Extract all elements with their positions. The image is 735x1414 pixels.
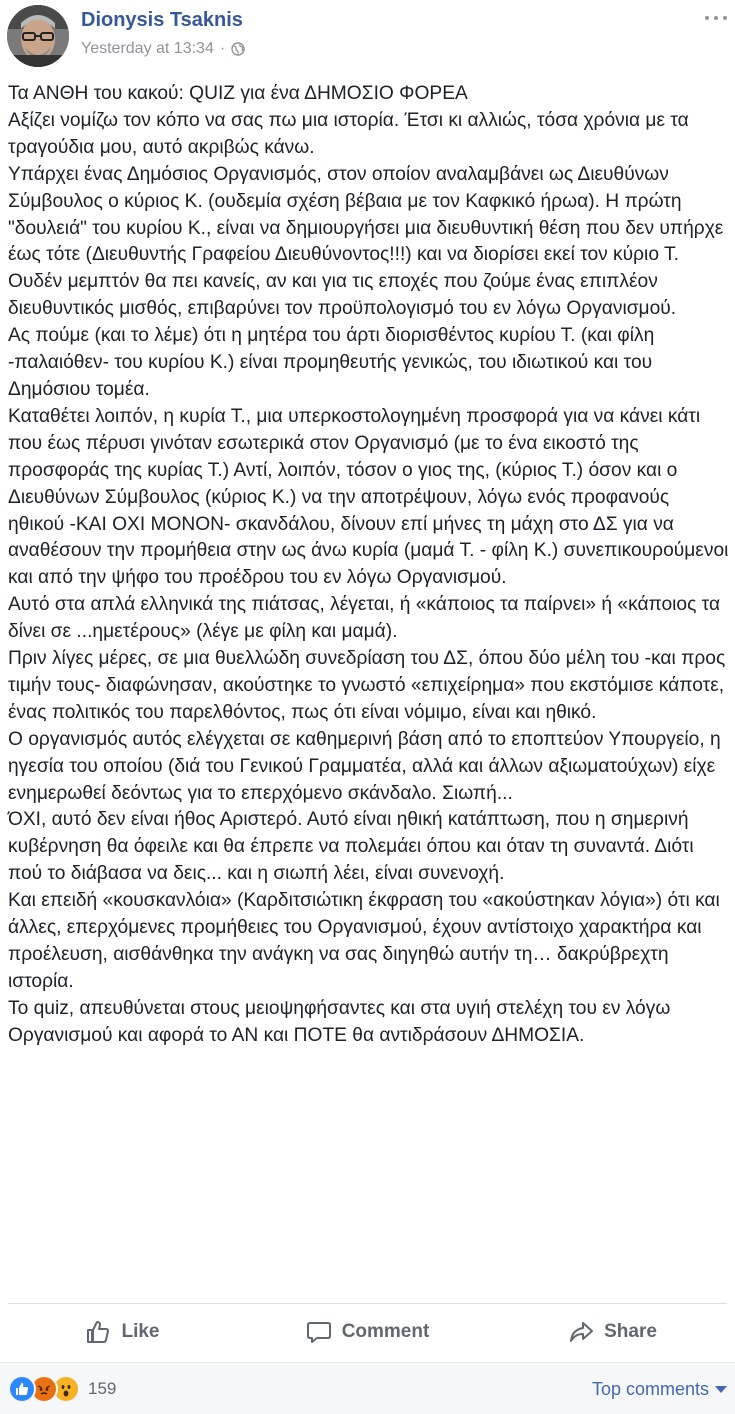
post-actions: [0, 1304, 735, 1360]
author-name[interactable]: Dionysis Tsaknis: [81, 9, 243, 31]
top-comments-dropdown[interactable]: [592, 1379, 727, 1400]
post-meta: [81, 40, 245, 58]
post-footer: [0, 1363, 735, 1414]
post-paragraph: ΌΧΙ, αυτό δεν είναι ήθος Αριστερό. Αυτό είναι ηθική κατάπτωση, που η σημερινή κυβέρνηση θα όφειλε και θα έπρεπε να πολεμάει όπου και όταν τη συναντά. Διότι πού το διάβασα να δεις... και η σιωπή λέει, είναι συνενοχή.: [8, 809, 694, 885]
post-paragraph: Ο οργανισμός αυτός ελέγχεται σε καθημερινή βάση από το εποπτεύον Υπουργείο, η ηγεσία του οποίου (διά του Γενικού Γραμματέα, αλλά και άλλων αξιωματούχων) είχε ενημερωθεί δεόντως για το επερχόμενο σκάνδαλο. Σιωπή...: [8, 728, 721, 804]
reactions-summary[interactable]: [8, 1375, 116, 1403]
more-options-icon[interactable]: [705, 10, 727, 26]
share-label: Share: [604, 1321, 657, 1342]
post-paragraph: Αυτό στα απλά ελληνικά της πιάτσας, λέγεται, ή «κάποιος τα παίρνει» ή «κάποιος τα δίνει σε ...ημετέρους» (λέγε με φίλη και μαμά).: [8, 594, 721, 643]
post-paragraph: Ας πούμε (και το λέμε) ότι η μητέρα του άρτι διορισθέντος κυρίου Τ. (και φίλη -παλαιόθεν- του κυρίου Κ.) είναι προμηθευτής γενικώς, του ιδιωτικού και του Δημόσιου τομέα.: [8, 325, 655, 400]
globe-icon[interactable]: [231, 42, 245, 56]
top-comments-label: Top comments: [591, 1379, 709, 1399]
post-timestamp[interactable]: Yesterday at 13:34: [81, 40, 214, 57]
post-paragraph: Καταθέτει λοιπόν, η κυρία Τ., μια υπερκοστολογημένη προσφορά για να κάνει κάτι που έως πέρυσι γινόταν εσωτερικά στον Οργανισμό (με το ένα εικοστό της προσφοράς της κυρίας Τ.) Αντί, λοιπόν, τόσον ο γιος της, (κύριος Τ.) όσον και ο Διευθύνων Σύμβουλος (κύριος Κ.) να την αποτρέψουν, λόγω ενός προφανούς ηθικού -ΚΑΙ ΟΧΙ ΜΟΝΟΝ- σκανδάλου, δίνουν επί μήνες τη μάχη στο ΔΣ για να αναθέσουν την προμήθεια στην ως άνω κυρία (μαμά Τ. - φίλη Κ.) συνεπικουρούμενοι και από την ψήφο του προέδρου του εν λόγω Οργανισμού.: [8, 405, 729, 589]
comment-button[interactable]: [245, 1319, 490, 1345]
reaction-count: 159: [88, 1379, 117, 1398]
meta-separator: ·: [219, 40, 226, 57]
share-arrow-icon: [568, 1319, 594, 1345]
comment-icon: [306, 1319, 332, 1345]
comment-label: Comment: [341, 1321, 430, 1342]
like-label: Like: [121, 1321, 160, 1342]
post-body: [8, 81, 730, 1050]
post-paragraph: Το quiz, απευθύνεται στους μειοψηφήσαντες και στα υγιή στελέχη του εν λόγω Οργανισμού και αφορά το ΑΝ και ΠΟΤΕ θα αντιδράσουν ΔΗΜΟΣΙΑ.: [8, 997, 671, 1046]
post-paragraph: Αξίζει νομίζω τον κόπο να σας πω μια ιστορία. Έτσι κι αλλιώς, τόσα χρόνια με τα τραγούδια μου, αυτό ακριβώς κάνω.: [8, 109, 689, 158]
post-paragraph: Και επειδή «κουσκανλόια» (Καρδιτσιώτικη έκφραση του «ακούστηκαν λόγια») ότι και άλλες, επερχόμενες προμήθειες του Οργανισμού, έχουν αντίστοιχο χαρακτήρα και προέλευση, αισθάνθηκα την ανάγκη να σας διηγηθώ αυτήν τη… δακρύβρεχτη ιστορία.: [8, 890, 720, 992]
post-paragraph: Τα ΑΝΘΗ του κακού: QUIZ για ένα ΔΗΜΟΣΙΟ ΦΟΡΕΑ: [8, 83, 468, 104]
share-button[interactable]: [490, 1319, 735, 1345]
post-paragraph: Υπάρχει ένας Δημόσιος Οργανισμός, στον οποίον αναλαμβάνει ως Διευθύνων Σύμβουλος ο κύριος Κ. (ουδεμία σχέση βέβαια με τον Καφκικό ήρωα). Η πρώτη "δουλειά" του κυρίου Κ., είναι να δημιουργήσει μια διευθυντική θέση που δεν υπήρχε έως τότε (Διευθυντής Γραφείου Διευθύνοντος!!!) και να διορίσει εκεί τον κύριο Τ. Ουδέν μεμπτόν θα πει κανείς, αν και για τις εποχές που ζούμε ένας επιπλέον διευθυντικός μισθός, επιβαρύνει τον προϋπολογισμό του εν λόγω Οργανισμού.: [8, 163, 724, 320]
thumbs-up-icon: [85, 1319, 111, 1345]
like-icon: [8, 1375, 36, 1403]
post-paragraph: Πριν λίγες μέρες, σε μια θυελλώδη συνεδρίαση του ΔΣ, όπου δύο μέλη του -και προς τιμήν τους- διαφώνησαν, ακούστηκε το γνωστό «επιχείρημα» που εκστόμισε κάποτε, ένας πολιτικός του παρελθόντος, πως ότι είναι νόμιμο, είναι και ηθικό.: [8, 648, 726, 723]
like-button[interactable]: [0, 1319, 245, 1345]
author-avatar[interactable]: [7, 5, 69, 67]
chevron-down-icon: [715, 1386, 727, 1393]
